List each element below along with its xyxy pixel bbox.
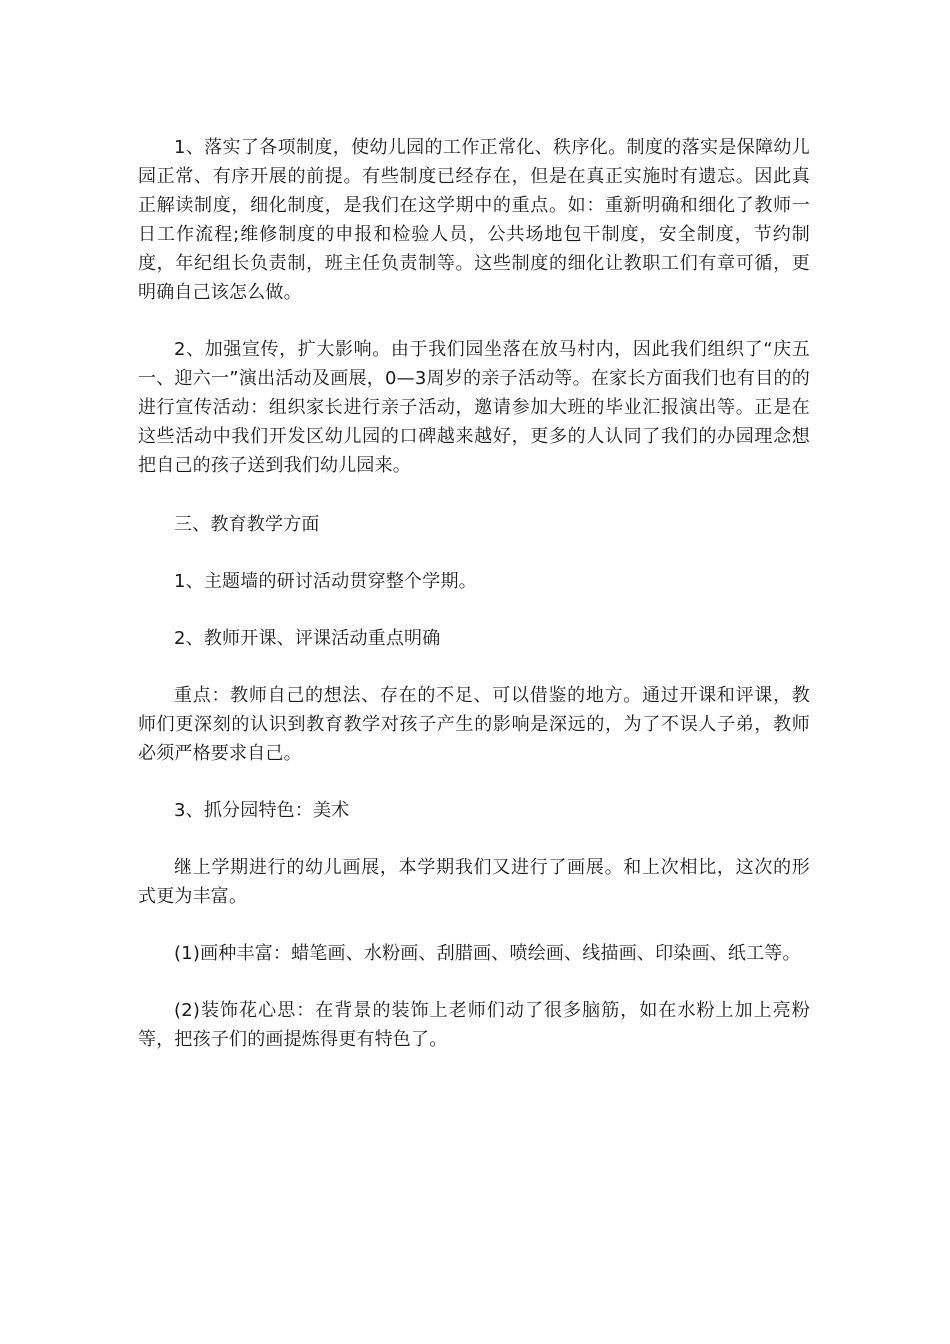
paragraph-publicity: 2、加强宣传，扩大影响。由于我们园坐落在放马村内，因此我们组织了“庆五一、迎六一”演出活动及画展，0—3周岁的亲子活动等。在家长方面我们也有目的的进行宣传活动：组织家长进行亲子活动，邀请参加大班的毕业汇报演出等。正是在这些活动中我们开发区幼儿园的口碑越来越好，更多的人认同了我们的办园理念想把自己的孩子送到我们幼儿园来。 bbox=[138, 339, 810, 476]
paragraph-lesson-review: 2、教师开课、评课活动重点明确 bbox=[174, 628, 441, 649]
document-page bbox=[138, 133, 810, 1082]
paragraph-art-exhibition: 继上学期进行的幼儿画展，本学期我们又进行了画展。和上次相比，这次的形式更为丰富。 bbox=[138, 857, 810, 907]
paragraph-decoration: (2)装饰花心思：在背景的装饰上老师们动了很多脑筋，如在水粉上加上亮粉等，把孩子们的画提炼得更有特色了。 bbox=[138, 1000, 810, 1050]
paragraph-art-feature: 3、抓分园特色：美术 bbox=[174, 800, 350, 821]
paragraph-painting-types: (1)画种丰富：蜡笔画、水粉画、刮腊画、喷绘画、线描画、印染画、纸工等。 bbox=[174, 943, 801, 964]
paragraph-theme-wall: 1、主题墙的研讨活动贯穿整个学期。 bbox=[174, 571, 477, 592]
section-heading-teaching: 三、教育教学方面 bbox=[174, 514, 320, 535]
paragraph-key-points: 重点：教师自己的想法、存在的不足、可以借鉴的地方。通过开课和评课，教师们更深刻的认识到教育教学对孩子产生的影响是深远的，为了不误人子弟，教师必须严格要求自己。 bbox=[138, 685, 810, 764]
paragraph-policy-implementation: 1、落实了各项制度，使幼儿园的工作正常化、秩序化。制度的落实是保障幼儿园正常、有序开展的前提。有些制度已经存在，但是在真正实施时有遗忘。因此真正解读制度，细化制度，是我们在这学期中的重点。如：重新明确和细化了教师一日工作流程;维修制度的申报和检验人员，公共场地包干制度，安全制度，节约制度，年纪组长负责制，班主任负责制等。这些制度的细化让教职工们有章可循，更明确自己该怎么做。 bbox=[138, 137, 810, 303]
